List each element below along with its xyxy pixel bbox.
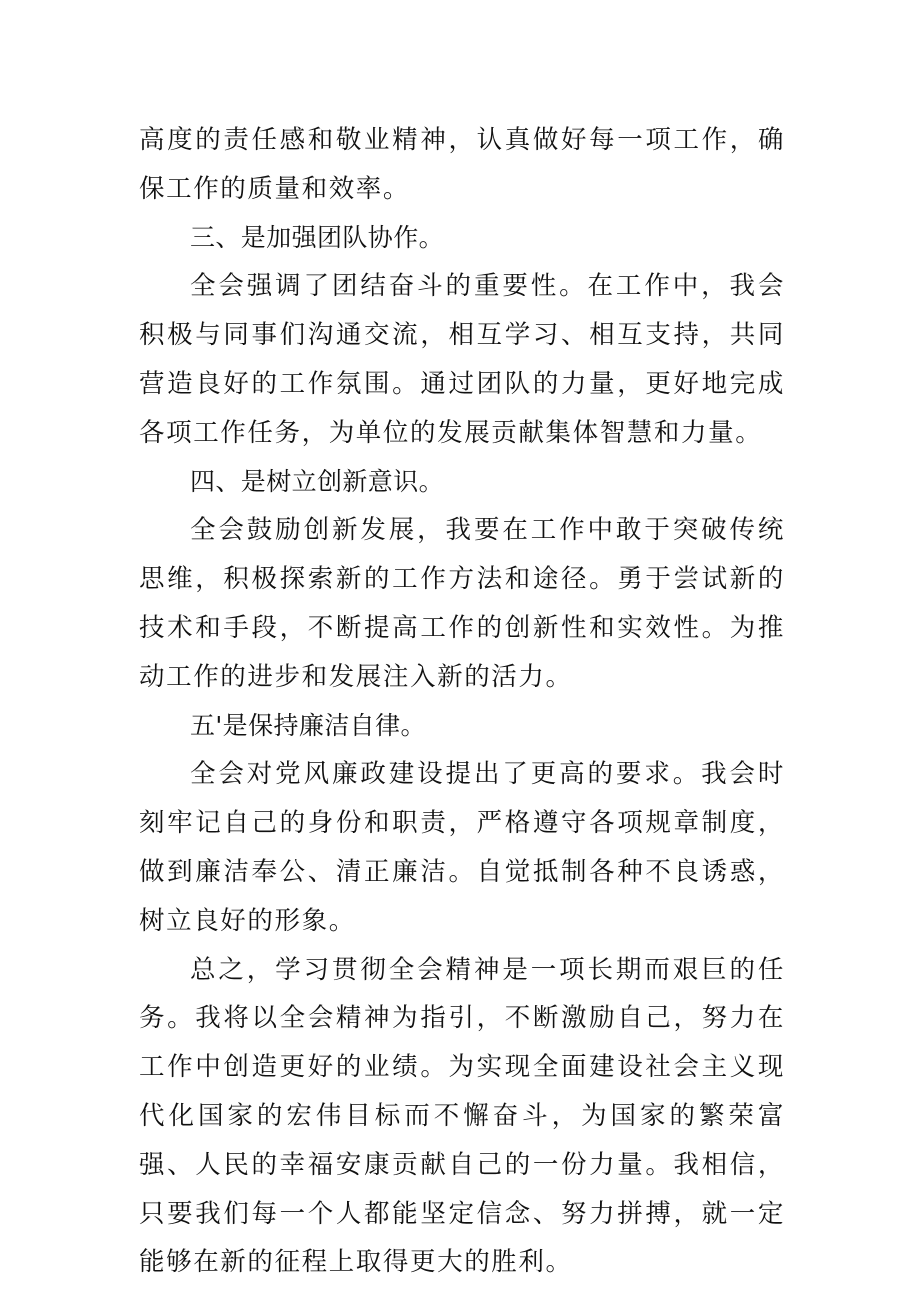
section-heading-4: 四、是树立创新意识。 <box>190 466 445 496</box>
paragraph-innovation: 全会鼓励创新发展，我要在工作中敢于突破传统思维，积极探索新的工作方法和途径。勇于尝试新的技术和手段，不断提高工作的创新性和实效性。为推动工作的进步和发展注入新的活力。 <box>139 515 785 692</box>
document-body <box>139 116 785 1287</box>
section-heading-3: 三、是加强团队协作。 <box>190 222 445 252</box>
paragraph-teamwork: 全会强调了团结奋斗的重要性。在工作中，我会积极与同事们沟通交流，相互学习、相互支持，共同营造良好的工作氛围。通过团队的力量，更好地完成各项工作任务，为单位的发展贡献集体智慧和力量。 <box>139 271 785 448</box>
section-heading-5: 五'是保持廉洁自律。 <box>190 710 426 740</box>
paragraph-continuation: 高度的责任感和敬业精神，认真做好每一项工作，确保工作的质量和效率。 <box>139 125 785 204</box>
paragraph-integrity: 全会对党风廉政建设提出了更高的要求。我会时刻牢记自己的身份和职责，严格遵守各项规章制度，做到廉洁奉公、清正廉洁。自觉抵制各种不良诱惑，树立良好的形象。 <box>139 759 785 936</box>
paragraph-conclusion: 总之，学习贯彻全会精神是一项长期而艰巨的任务。我将以全会精神为指引，不断激励自己，努力在工作中创造更好的业绩。为实现全面建设社会主义现代化国家的宏伟目标而不懈奋斗，为国家的繁荣富强、人民的幸福安康贡献自己的一份力量。我相信，只要我们每一个人都能坚定信念、努力拼搏，就一定能够在新的征程上取得更大的胜利。 <box>139 954 785 1278</box>
